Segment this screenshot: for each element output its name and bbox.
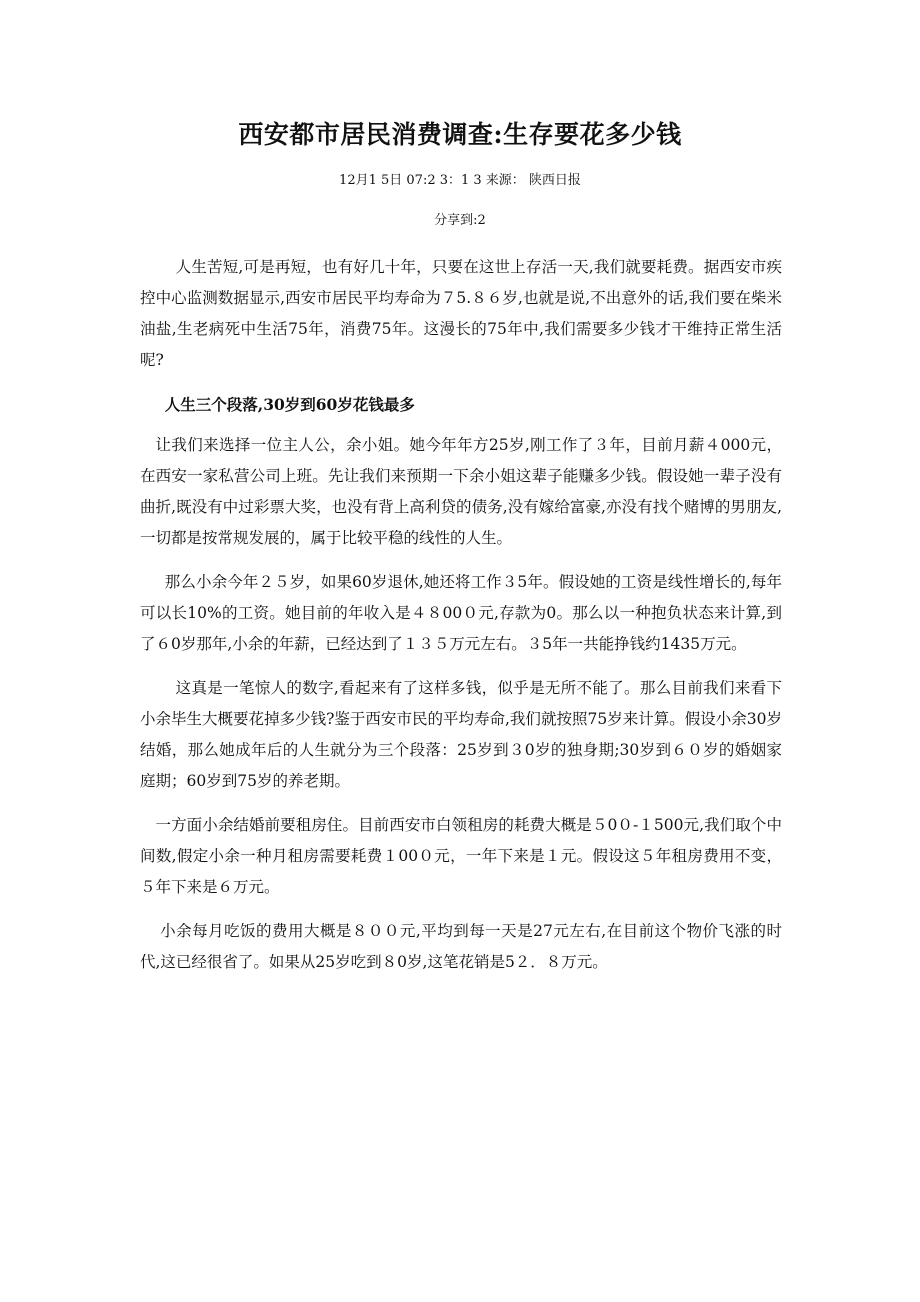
article-body [140,252,782,991]
section-heading: 人生三个段落,30岁到60岁花钱最多 [164,395,415,414]
paragraph-6: 小余每月吃饭的费用大概是８００元,平均到每一天是27元左右,在目前这个物价飞涨的时代,这已经很省了。如果从25岁吃到８0岁,这笔花销是5２．８万元。 [140,922,782,971]
paragraph-2: 让我们来选择一位主人公，余小姐。她今年年方25岁,刚工作了３年，目前月薪４000元，在西安一家私营公司上班。先让我们来预期一下余小姐这辈子能赚多少钱。假设她一辈子没有曲折,既没有中过彩票大奖，也没有背上高利贷的债务,没有嫁给富豪,亦没有找个赌博的男朋友,一切都是按常规发展的，属于比较平稳的线性的人生。 [140,436,782,547]
paragraph-5: 一方面小余结婚前要租房住。目前西安市白领租房的耗费大概是５0０-１500元,我们取个中间数,假定小余一种月租房需要耗费１00０元，一年下来是１元。假设这５年租房费用不变，５年下来是６万元。 [140,816,782,896]
paragraph-3: 那么小余今年２５岁，如果60岁退休,她还将工作３5年。假设她的工资是线性增长的,每年可以长10%的工资。她目前的年收入是４８00０元,存款为0。那么以一种抱负状态来计算,到了６0岁那年,小余的年薪，已经达到了１３５万元左右。３5年一共能挣钱约1435万元。 [140,573,782,653]
article-title: 西安都市居民消费调查:生存要花多少钱 [238,120,682,149]
article-meta: 12月1 5日 07:2 3：1 3 来源： 陕西日报 [339,173,581,188]
share-count: 分享到:2 [434,213,486,228]
paragraph-1: 人生苦短,可是再短，也有好几十年，只要在这世上存活一天,我们就要耗费。据西安市疾控中心监测数据显示,西安市居民平均寿命为７5.８６岁,也就是说,不出意外的话,我们要在柴米油盐,生老病死中生活75年，消费75年。这漫长的75年中,我们需要多少钱才干维持正常生活呢? [140,258,782,369]
paragraph-4: 这真是一笔惊人的数字,看起来有了这样多钱，似乎是无所不能了。那么目前我们来看下小余毕生大概要花掉多少钱?鉴于西安市民的平均寿命,我们就按照75岁来计算。假设小余30岁结婚，那么她成年后的人生就分为三个段落：25岁到３0岁的独身期;30岁到６０岁的婚姻家庭期；60岁到75岁的养老期。 [140,679,782,790]
